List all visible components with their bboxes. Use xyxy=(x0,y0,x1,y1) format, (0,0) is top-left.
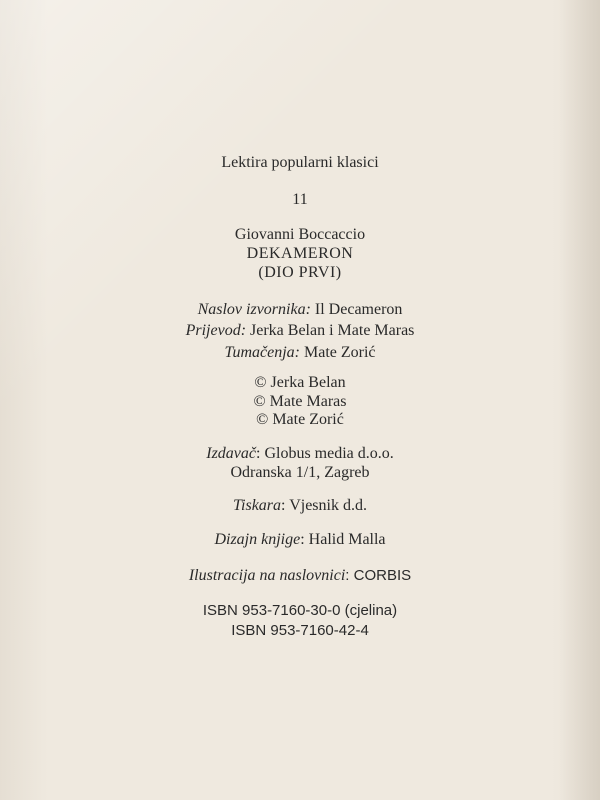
illustration-value: : CORBIS xyxy=(345,567,412,584)
illustration-label: Ilustracija na naslovnici xyxy=(188,567,346,584)
publisher-line xyxy=(0,444,600,464)
book-title: DEKAMERON xyxy=(246,245,354,262)
commentary-value: Mate Zorić xyxy=(300,344,376,361)
commentary-label: Tumačenja: xyxy=(224,344,300,361)
publisher-value: : Globus media d.o.o. xyxy=(256,445,394,462)
translation-line xyxy=(0,321,600,341)
series-number: 11 xyxy=(292,191,308,208)
design-value: : Halid Malla xyxy=(300,531,386,548)
translation-label: Prijevod: xyxy=(185,322,247,339)
author: Giovanni Boccaccio xyxy=(234,226,366,243)
design-label: Dizajn knjige xyxy=(214,531,301,548)
printer-label: Tiskara xyxy=(233,497,282,514)
design-line xyxy=(0,530,600,550)
publisher-address: Odranska 1/1, Zagreb xyxy=(230,464,370,481)
translation-value: Jerka Belan i Mate Maras xyxy=(246,322,415,339)
printer-value: : Vjesnik d.d. xyxy=(281,497,367,514)
copyright-2: © Mate Maras xyxy=(253,393,347,410)
copyright-3: © Mate Zorić xyxy=(256,411,344,428)
printer-line xyxy=(0,496,600,516)
illustration-line xyxy=(0,566,600,586)
book-subtitle: (DIO PRVI) xyxy=(258,264,342,281)
original-title-label: Naslov izvornika: xyxy=(197,301,311,318)
publisher-label: Izdavač xyxy=(206,445,256,462)
isbn-1: ISBN 953-7160-30-0 (cjelina) xyxy=(202,602,398,619)
copyright-1: © Jerka Belan xyxy=(254,374,346,391)
original-title-line xyxy=(0,300,600,320)
commentary-line xyxy=(0,343,600,363)
isbn-2: ISBN 953-7160-42-4 xyxy=(231,622,369,639)
series-title: Lektira popularni klasici xyxy=(221,154,379,171)
original-title-value: Il Decameron xyxy=(310,301,403,318)
